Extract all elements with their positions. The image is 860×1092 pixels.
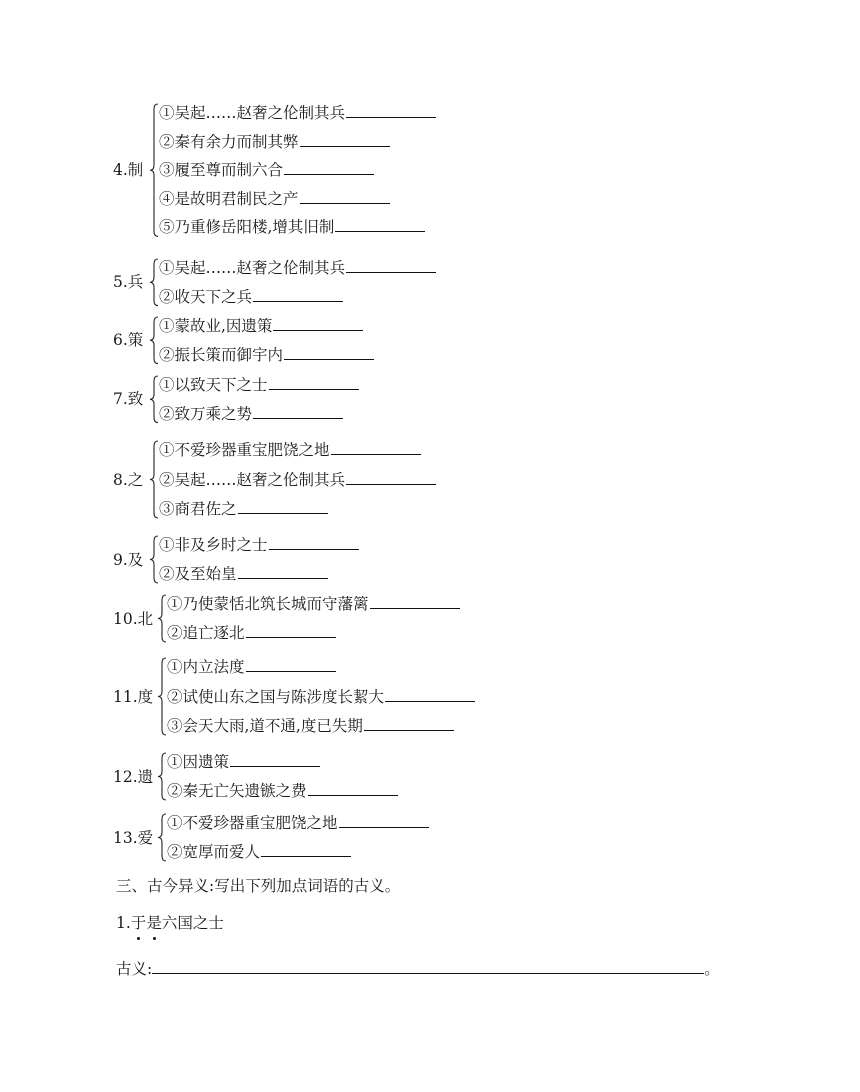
word-label: 13.爱 [113,828,154,847]
answer-blank[interactable] [246,623,336,638]
sentence-text: ①吴起……赵奢之伦制其兵 [159,259,346,277]
answer-blank[interactable] [269,375,359,390]
question-1 [116,912,224,934]
sentence-text: ②试使山东之国与陈涉度长絜大 [167,687,385,706]
sentence-item [159,470,436,490]
sentence-text: ②吴起……赵奢之伦制其兵 [159,470,346,489]
sentence-item [159,258,436,278]
brace-icon [157,813,167,862]
sentence-item [159,535,359,555]
sentence-item [159,499,328,519]
brace-icon [157,752,167,801]
answer-blank[interactable] [346,103,436,118]
word-label: 6.策 [113,331,144,350]
word-label: 8.之 [113,470,144,489]
answer-blank[interactable] [284,345,374,360]
sentence-item [159,404,343,424]
sentence-text: ③履至尊而制六合 [159,161,284,180]
sentence-item [159,160,374,180]
sentence-item [167,752,320,772]
brace-icon [149,375,159,424]
answer-end: 。 [704,960,720,978]
question-number: 1. [116,914,131,932]
answer-line [116,958,720,980]
word-label: 4.制 [113,161,144,180]
sentence-text: ①乃使蒙恬北筑长城而守藩篱 [167,595,369,613]
answer-blank[interactable] [284,160,374,175]
answer-blank[interactable] [300,132,390,147]
sentence-item [159,287,343,307]
word-label: 11.度 [113,687,154,706]
sentence-text: ②秦有余力而制其弊 [159,132,299,151]
sentence-item [159,103,436,123]
sentence-text: ②宽厚而爱人 [167,843,261,861]
sentence-text: ②秦无亡矢遗镞之费 [167,782,307,800]
sentence-item [159,345,374,365]
sentence-text: ①不爱珍器重宝肥饶之地 [167,814,338,832]
sentence-text: ③商君佐之 [159,500,237,518]
sentence-text: ②追亡逐北 [167,624,245,642]
word-label: 10.北 [113,609,154,628]
sentence-text: ①以致天下之士 [159,376,268,394]
answer-blank[interactable] [152,958,704,974]
answer-blank[interactable] [238,564,328,579]
sentence-item [167,687,475,707]
answer-blank[interactable] [339,813,429,828]
sentence-item [167,781,398,801]
sentence-text: ②及至始皇 [159,565,237,583]
sentence-item [167,842,351,862]
brace-icon [149,440,159,519]
sentence-text: ①不爱珍器重宝肥饶之地 [159,441,330,459]
sentence-text: ①蒙故业,因遗策 [159,317,273,335]
sentence-item [167,716,454,736]
answer-blank[interactable] [364,716,454,731]
question-text: 六国之士 [161,914,224,932]
sentence-item [167,594,460,614]
answer-blank[interactable] [269,535,359,550]
answer-blank[interactable] [308,781,398,796]
sentence-item [159,316,363,336]
sentence-item [159,132,390,152]
sentence-text: ⑤乃重修岳阳楼,增其旧制 [159,218,335,237]
answer-blank[interactable] [273,316,363,331]
dotted-word [131,914,162,932]
emphasis-char: 是 [146,914,162,932]
answer-blank[interactable] [253,287,343,302]
sentence-text: ①因遗策 [167,753,230,771]
sentence-text: ①内立法度 [167,658,245,676]
answer-blank[interactable] [335,217,425,232]
brace-icon [149,258,159,307]
word-label: 5.兵 [113,273,144,292]
sentence-text: ②致万乘之势 [159,404,253,423]
sentence-item [167,657,336,677]
answer-blank[interactable] [346,258,436,273]
brace-icon [149,316,159,365]
sentence-text: ①非及乡时之士 [159,536,268,554]
brace-icon [157,594,167,643]
sentence-item [159,564,328,584]
emphasis-char: 于 [130,914,147,932]
answer-blank[interactable] [238,499,328,514]
word-label: 9.及 [113,550,144,569]
brace-icon [157,657,167,736]
brace-icon [149,103,159,237]
answer-blank[interactable] [253,404,343,419]
answer-label: 古义: [116,960,153,978]
sentence-text: ②收天下之兵 [159,287,253,306]
answer-blank[interactable] [230,752,320,767]
answer-blank[interactable] [331,440,421,455]
answer-blank[interactable] [300,189,390,204]
sentence-item [159,189,390,209]
sentence-item [159,440,421,460]
answer-blank[interactable] [370,594,460,609]
sentence-text: ①吴起……赵奢之伦制其兵 [159,104,346,122]
sentence-item [159,217,425,237]
answer-blank[interactable] [385,687,475,702]
section-heading: 三、古今异义:写出下列加点词语的古义。 [116,877,401,895]
sentence-item [167,813,429,833]
sentence-text: ③会天大雨,道不通,度已失期 [167,717,363,735]
sentence-text: ④是故明君制民之产 [159,189,299,208]
sentence-item [159,375,359,395]
brace-icon [149,535,159,584]
sentence-item [167,623,336,643]
answer-blank[interactable] [261,842,351,857]
answer-blank[interactable] [346,470,436,485]
sentence-text: ②振长策而御宇内 [159,345,284,364]
word-label: 12.遗 [113,767,154,786]
word-label: 7.致 [113,390,144,409]
answer-blank[interactable] [246,657,336,672]
